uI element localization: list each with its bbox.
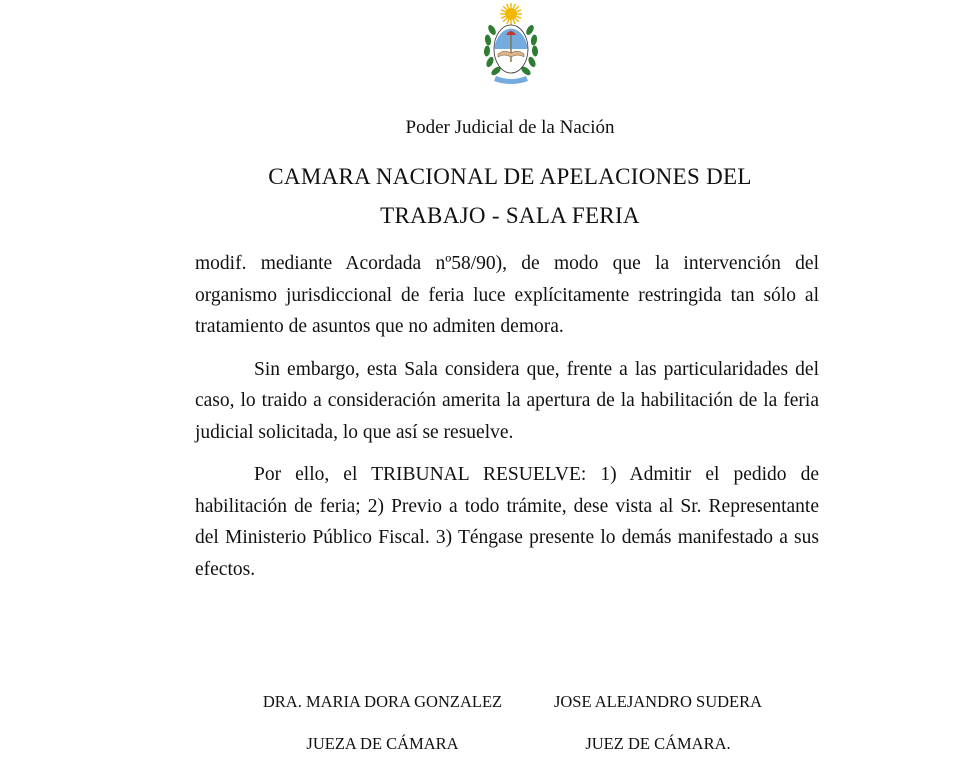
signature-block-judge-2 [538, 692, 778, 754]
resolution-body [195, 248, 819, 596]
judge-1-title: JUEZA DE CÁMARA [306, 734, 459, 753]
chamber-title-line-1: CAMARA NACIONAL DE APELACIONES DEL [268, 164, 752, 189]
judge-2-name: JOSE ALEJANDRO SUDERA [553, 692, 763, 711]
argentina-coat-of-arms-icon [482, 2, 540, 90]
judge-1-name: DRA. MARIA DORA GONZALEZ [262, 692, 503, 711]
chamber-title-line-2: TRABAJO - SALA FERIA [380, 203, 640, 228]
paragraph-resolution: Por ello, el TRIBUNAL RESUELVE: 1) Admitir el pedido de habilitación de feria; 2) Previo a todo trámite, dese vista al Sr. Representante del Ministerio Público Fiscal. 3) Téngase presente lo demás manifestado a sus efectos. [195, 464, 819, 580]
court-name: Poder Judicial de la Nación [405, 117, 615, 138]
judge-2-title: JUEZ DE CÁMARA. [585, 734, 731, 753]
paragraph-continuation: modif. mediante Acordada nº58/90), de modo que la intervención del organismo jurisdiccional de feria luce explícitamente restringida tan sólo al tratamiento de asuntos que no admiten demora. [195, 253, 819, 337]
paragraph-consideration: Sin embargo, esta Sala considera que, frente a las particularidades del caso, lo traido a consideración amerita la apertura de la habilitación de la feria judicial solicitada, lo que así se resuelve. [195, 358, 819, 443]
chamber-title [0, 157, 958, 235]
signature-block-judge-1 [250, 692, 515, 754]
